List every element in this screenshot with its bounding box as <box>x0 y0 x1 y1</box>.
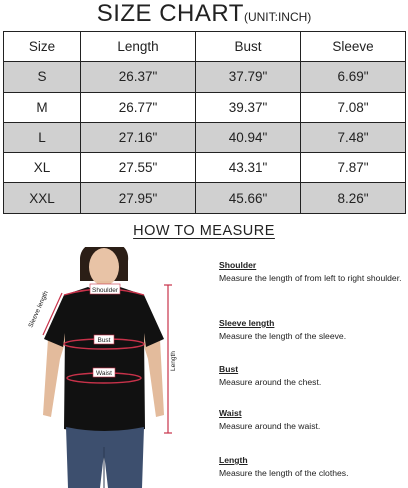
table-row <box>4 153 406 183</box>
sleeve-length-text: Measure the length of the sleeve. <box>219 330 347 341</box>
sleeve-length-heading: Sleeve length <box>219 318 275 328</box>
table-row <box>4 122 406 152</box>
cell-sleeve: 7.87" <box>301 153 406 183</box>
length-label: Length <box>170 351 177 371</box>
cell-bust: 40.94" <box>196 122 301 152</box>
how-to-measure-heading <box>0 222 408 240</box>
length-text: Measure the length of the clothes. <box>219 467 349 478</box>
bust-text: Measure around the chest. <box>219 376 322 387</box>
cell-size: M <box>4 92 81 122</box>
title-main: SIZE CHART <box>96 0 244 27</box>
cell-size: XL <box>4 153 81 183</box>
waist-description <box>219 408 405 432</box>
face-shape <box>89 248 119 286</box>
how-to-measure-title: HOW TO MEASURE <box>133 223 275 239</box>
shoulder-label: Shoulder <box>91 287 119 294</box>
shoulder-heading: Shoulder <box>219 260 257 270</box>
table-row <box>4 92 406 122</box>
waist-text: Measure around the waist. <box>219 420 321 431</box>
cell-bust: 45.66" <box>196 183 301 213</box>
cell-bust: 43.31" <box>196 153 301 183</box>
jeans-shape <box>66 427 144 488</box>
cell-sleeve: 8.26" <box>301 183 406 213</box>
bust-label: Bust <box>97 337 111 344</box>
title-unit: (UNIT:INCH) <box>243 10 312 24</box>
bust-description <box>219 364 405 388</box>
header-length: Length <box>81 32 196 62</box>
tshirt-shape <box>44 287 164 433</box>
model-illustration <box>18 247 208 488</box>
cell-length: 27.55" <box>81 153 196 183</box>
cell-bust: 37.79" <box>196 62 301 92</box>
size-chart-title <box>0 0 408 28</box>
sleeve-length-description <box>219 318 405 342</box>
cell-length: 26.77" <box>81 92 196 122</box>
cell-size: XXL <box>4 183 81 213</box>
cell-sleeve: 7.08" <box>301 92 406 122</box>
sleeve-length-label: Sleeve length <box>27 289 50 329</box>
cell-bust: 39.37" <box>196 92 301 122</box>
cell-sleeve: 6.69" <box>301 62 406 92</box>
table-row <box>4 62 406 92</box>
waist-heading: Waist <box>219 408 242 418</box>
header-bust: Bust <box>196 32 301 62</box>
size-table-container <box>3 31 405 214</box>
header-size: Size <box>4 32 81 62</box>
length-description <box>219 455 405 479</box>
waist-label: Waist <box>95 370 113 377</box>
bust-heading: Bust <box>219 364 239 374</box>
header-sleeve: Sleeve <box>301 32 406 62</box>
cell-length: 27.16" <box>81 122 196 152</box>
cell-size: S <box>4 62 81 92</box>
length-heading: Length <box>219 455 248 465</box>
table-row <box>4 183 406 213</box>
cell-size: L <box>4 122 81 152</box>
cell-sleeve: 7.48" <box>301 122 406 152</box>
table-header-row <box>4 32 406 62</box>
measurement-figure <box>18 247 208 488</box>
cell-length: 27.95" <box>81 183 196 213</box>
size-table <box>3 31 406 214</box>
cell-length: 26.37" <box>81 62 196 92</box>
shoulder-description <box>219 260 405 284</box>
shoulder-text: Measure the length of from left to right shoulder. <box>219 272 402 283</box>
